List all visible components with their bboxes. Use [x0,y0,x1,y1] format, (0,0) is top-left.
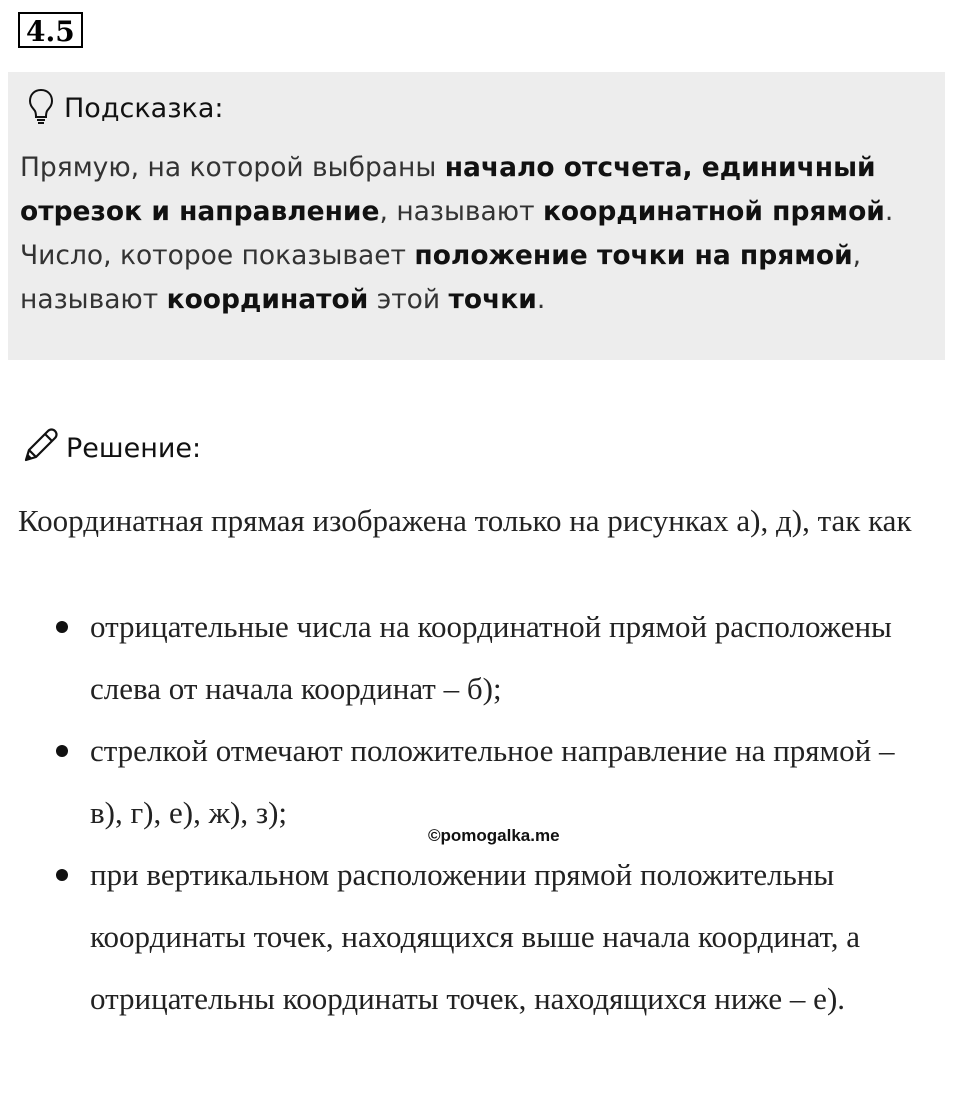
bullet-dot [56,869,68,881]
bullet-dot [56,621,68,633]
hint-text-part: этой [368,284,449,315]
hint-term: координатной прямой [542,196,885,227]
hint-term: положение точки на прямой [414,240,853,271]
hint-text-part: . Число, которое показывает [20,196,894,271]
hint-title: Подсказка: [64,92,224,124]
hint-text-part: , называют [20,240,862,315]
solution-header [20,426,201,470]
list-item-text: отрицательные числа на координатной прямой расположены слева от начала координат – б); [90,609,892,706]
solution-bullet-list [0,596,960,1030]
hint-text-part: . [536,284,546,315]
hint-text [20,146,930,322]
hint-text-part: Прямую, на которой выбраны [20,152,445,183]
hint-header [28,88,224,128]
lightbulb-icon [28,88,54,129]
hint-term: координатой [166,284,369,315]
pencil-icon [20,426,60,471]
watermark: ©pomogalka.me [428,826,560,845]
list-item [0,844,910,1030]
bullet-dot [56,745,68,757]
solution-title: Решение: [66,432,202,464]
list-item-text: стрелкой отмечают положительное направление на прямой – в), г), е), ж), з); [90,733,895,830]
solution-intro: Координатная прямая изображена только на рисунках а), д), так как [18,503,912,538]
task-number: 4.5 [18,12,83,48]
hint-text-part: , называют [379,196,543,227]
list-item-text: при вертикальном расположении прямой положительны координаты точек, находящихся выше начала координат, а отрицательны координаты точек, находящихся ниже – е). [90,857,861,1016]
hint-box [8,72,945,360]
hint-term: начало отсчета, единичный отрезок и направление [20,152,876,227]
hint-term: точки [448,284,537,315]
list-item [0,596,910,720]
